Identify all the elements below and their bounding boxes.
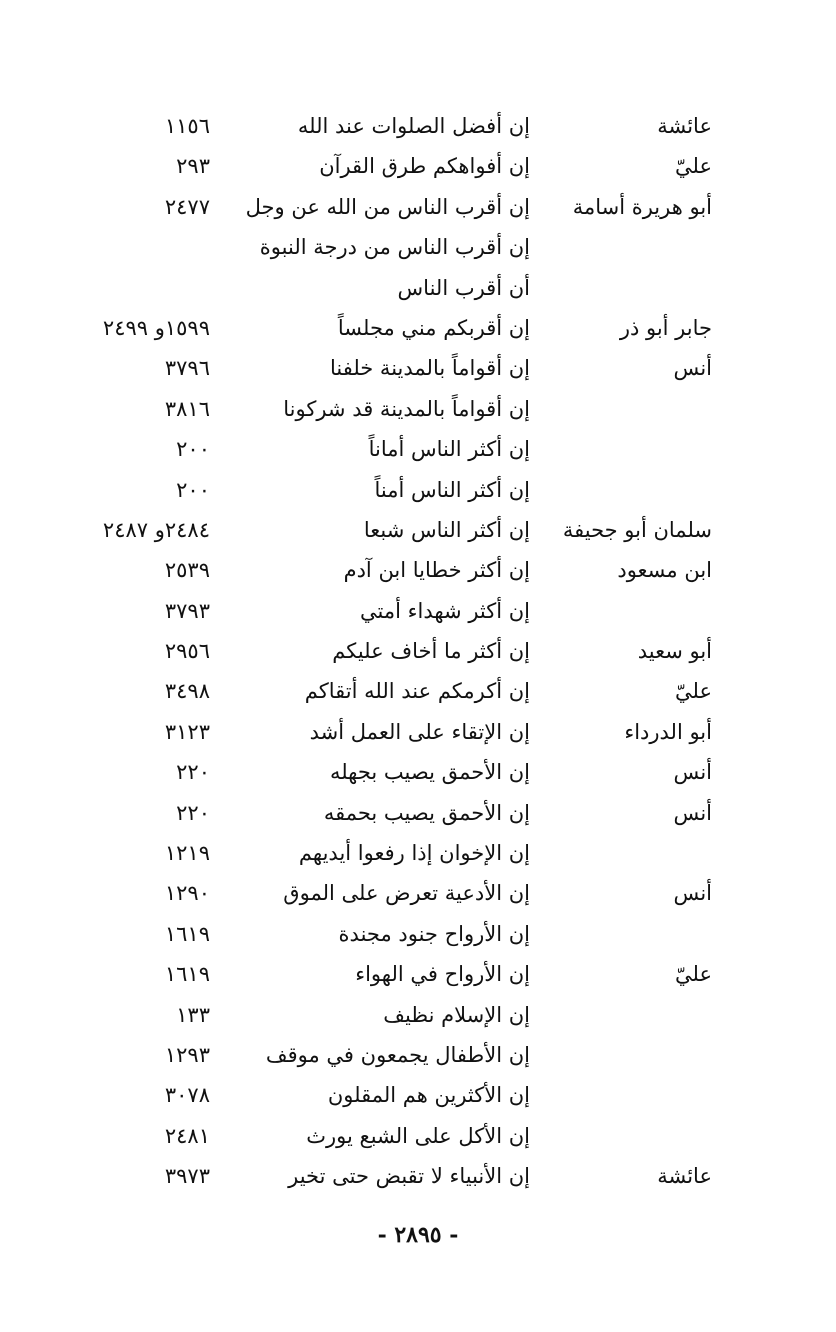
narrator-name: عائشة (657, 1164, 712, 1189)
index-row (40, 1035, 730, 1075)
hadith-opening: إن الأكثرين هم المقلون (327, 1083, 530, 1108)
page-number: - ٢٨٩٥ - (377, 1222, 459, 1248)
hadith-opening: إن أكثر الناس شبعا (363, 517, 530, 542)
hadith-reference-number: ٢٤٨١ (164, 1123, 210, 1148)
narrator-name: أنس (673, 356, 712, 381)
index-row (40, 227, 730, 267)
narrator-name: عليّ (675, 154, 712, 179)
hadith-reference-number: ٢٥٣٩ (164, 558, 210, 583)
hadith-opening: إن أقربكم مني مجلساً (337, 315, 530, 340)
index-row (40, 995, 730, 1035)
hadith-opening: إن الأدعية تعرض على الموق (283, 881, 530, 906)
hadith-reference-number: ١١٥٦ (164, 114, 210, 138)
hadith-reference-number: ٣٠٧٨ (164, 1083, 210, 1108)
hadith-reference-number: ١٣٣ (176, 1002, 210, 1027)
hadith-reference-number: ٢٩٣ (176, 154, 210, 179)
hadith-opening: إن أقواماً بالمدينة قد شركونا (283, 396, 530, 421)
hadith-opening: إن الإسلام نظيف (383, 1002, 530, 1027)
hadith-opening: إن أقواماً بالمدينة خلفنا (329, 356, 530, 381)
narrator-name: أبو سعيد (637, 639, 712, 664)
index-row (40, 470, 730, 510)
index-row (40, 712, 730, 752)
narrator-name: أنس (673, 881, 712, 906)
hadith-index-list (40, 106, 730, 1197)
index-row (40, 631, 730, 671)
hadith-opening: إن أفواهكم طرق القرآن (319, 154, 530, 179)
hadith-reference-number: ٣٧٩٣ (164, 598, 210, 623)
hadith-reference-number: ٢٤٧٧ (164, 194, 210, 219)
hadith-opening: إن الأكل على الشبع يورث (306, 1123, 530, 1148)
narrator-name: سلمان أبو جحيفة (562, 517, 712, 542)
hadith-opening: إن أقرب الناس من الله عن وجل (245, 194, 530, 219)
index-row (40, 268, 730, 308)
narrator-name: عليّ (675, 962, 712, 987)
hadith-reference-number: ٢٢٠ (176, 760, 210, 785)
index-row (40, 429, 730, 469)
hadith-reference-number: ١٦١٩ (164, 921, 210, 946)
narrator-name: أنس (673, 760, 712, 785)
hadith-reference-number: ١٢١٩ (164, 841, 210, 866)
hadith-opening: إن أكرمكم عند الله أتقاكم (304, 679, 530, 704)
index-row (40, 550, 730, 590)
narrator-name: عليّ (675, 679, 712, 704)
hadith-reference-number: ٢٤٨٤و ٢٤٨٧ (102, 517, 210, 542)
index-row (40, 833, 730, 873)
narrator-name: ابن مسعود (617, 558, 712, 583)
hadith-opening: إن الإخوان إذا رفعوا أيديهم (298, 841, 530, 866)
hadith-reference-number: ١٦١٩ (164, 962, 210, 987)
narrator-name: أبو هريرة أسامة (572, 194, 712, 219)
hadith-opening: إن أكثر الناس أمناً (374, 477, 530, 502)
index-row (40, 914, 730, 954)
hadith-opening: إن الإتقاء على العمل أشد (309, 719, 530, 744)
hadith-reference-number: ٢٠٠ (176, 437, 210, 462)
index-row (40, 106, 730, 146)
hadith-reference-number: ٣١٢٣ (164, 719, 210, 744)
hadith-reference-number: ٣٨١٦ (164, 396, 210, 421)
hadith-reference-number: ٢٠٠ (176, 477, 210, 502)
hadith-reference-number: ٢٩٥٦ (164, 639, 210, 664)
hadith-opening: إن الأرواح جنود مجندة (338, 921, 530, 946)
narrator-name: أنس (673, 800, 712, 825)
narrator-name: أبو الدرداء (624, 719, 712, 744)
hadith-opening: إن أكثر الناس أماناً (368, 437, 530, 462)
hadith-opening: إن الأحمق يصيب بحمقه (323, 800, 530, 825)
index-row (40, 187, 730, 227)
hadith-opening: إن أكثر شهداء أمتي (360, 598, 530, 623)
index-row (40, 1116, 730, 1156)
index-row (40, 1075, 730, 1115)
hadith-reference-number: ١٥٩٩و ٢٤٩٩ (102, 315, 210, 340)
hadith-reference-number: ١٢٩٣ (164, 1042, 210, 1067)
index-row (40, 308, 730, 348)
hadith-opening: إن الأنبياء لا تقبض حتى تخير (288, 1164, 530, 1189)
narrator-name: جابر أبو ذر (619, 315, 712, 340)
hadith-reference-number: ٣٤٩٨ (164, 679, 210, 704)
hadith-opening: إن أكثر ما أخاف عليكم (332, 639, 530, 664)
hadith-reference-number: ١٢٩٠ (164, 881, 210, 906)
index-row (40, 348, 730, 388)
hadith-opening: إن الأرواح في الهواء (355, 962, 530, 987)
hadith-opening: إن أكثر خطايا ابن آدم (343, 558, 530, 583)
index-row (40, 389, 730, 429)
hadith-opening: إن أقرب الناس من درجة النبوة (259, 235, 530, 260)
index-row (40, 671, 730, 711)
hadith-opening: إن أفضل الصلوات عند الله (297, 114, 530, 138)
hadith-opening: أن أقرب الناس (397, 275, 530, 300)
index-row (40, 510, 730, 550)
index-row (40, 591, 730, 631)
hadith-reference-number: ٢٢٠ (176, 800, 210, 825)
index-row (40, 1156, 730, 1196)
hadith-opening: إن الأطفال يجمعون في موقف (265, 1042, 530, 1067)
index-row (40, 752, 730, 792)
index-row (40, 146, 730, 186)
narrator-name: عائشة (657, 114, 712, 138)
index-row (40, 873, 730, 913)
index-row (40, 793, 730, 833)
hadith-reference-number: ٣٩٧٣ (164, 1164, 210, 1189)
hadith-opening: إن الأحمق يصيب بجهله (329, 760, 530, 785)
hadith-reference-number: ٣٧٩٦ (164, 356, 210, 381)
index-row (40, 954, 730, 994)
